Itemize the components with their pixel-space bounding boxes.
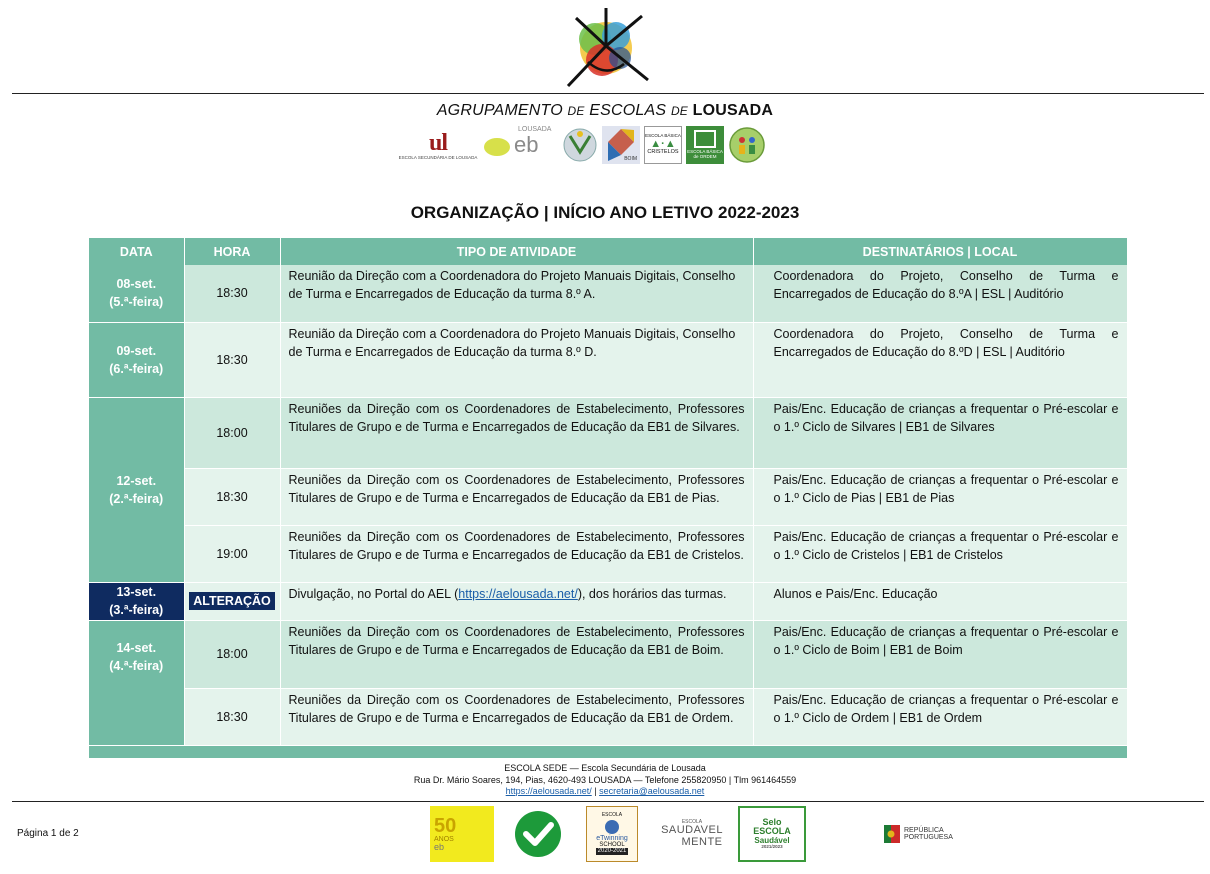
escola-saudavel-mente-logo: ESCOLA SAUDAVEL MENTE — [661, 818, 723, 848]
destination-cell: Alunos e Pais/Enc. Educação — [753, 582, 1127, 620]
time-cell: 18:30 — [184, 265, 280, 322]
time-cell: 18:30 — [184, 322, 280, 397]
schedule-table — [89, 238, 1128, 759]
selo-escola-saudavel-logo: Selo ESCOLA Saudável 2021/2023 — [738, 806, 806, 862]
header-divider — [12, 93, 1204, 94]
time-cell: 18:30 — [184, 468, 280, 525]
header-destinatarios: DESTINATÁRIOS | LOCAL — [753, 238, 1127, 265]
time-cell: 19:00 — [184, 525, 280, 582]
agrupamento-emblem-logo — [558, 6, 654, 90]
aelousada-link[interactable]: https://aelousada.net/ — [458, 586, 578, 601]
activity-cell: Reuniões da Direção com os Coordenadores de Estabelecimento, Professores Titulares de Grupo e de Turma e Encarregados de Educação da EB1 de Ordem. — [280, 688, 753, 745]
alteracao-badge: ALTERAÇÃO — [189, 592, 275, 610]
header-data: DATA — [89, 238, 184, 265]
table-row — [89, 620, 1127, 688]
document-title: ORGANIZAÇÃO | INÍCIO ANO LETIVO 2022-2023 — [410, 203, 800, 222]
table-row — [89, 468, 1127, 525]
page-number: Página 1 de 2 — [17, 828, 79, 839]
header-atividade: TIPO DE ATIVIDADE — [280, 238, 753, 265]
republica-portuguesa-logo: REPÚBLICA PORTUGUESA — [884, 806, 964, 862]
date-cell: 14-set. (4.ª-feira) — [89, 620, 184, 745]
date-cell: 13-set. (3.ª-feira) — [89, 582, 184, 620]
eb-lousada-logo: LOUSADA eb — [484, 126, 558, 164]
portugal-flag-icon — [884, 823, 900, 845]
table-header-row — [89, 238, 1127, 265]
50-anos-logo: 50 ANOS eb — [430, 806, 494, 862]
time-cell — [184, 582, 280, 620]
destination-cell: Pais/Enc. Educação de crianças a frequentar o Pré-escolar e o 1.º Ciclo de Pias | EB1 de Pias — [753, 468, 1127, 525]
destination-cell: Pais/Enc. Educação de crianças a frequentar o Pré-escolar e o 1.º Ciclo de Cristelos | EB1 de Cristelos — [753, 525, 1127, 582]
destination-cell: Pais/Enc. Educação de crianças a frequentar o Pré-escolar e o 1.º Ciclo de Ordem | EB1 de Ordem — [753, 688, 1127, 745]
table-row — [89, 322, 1127, 397]
eb-silvares-logo — [562, 126, 598, 164]
date-cell: 12-set. (2.ª-feira) — [89, 397, 184, 582]
table-row — [89, 265, 1127, 322]
table-row — [89, 525, 1127, 582]
time-cell: 18:30 — [184, 688, 280, 745]
activity-cell: Divulgação, no Portal do AEL (https://aelousada.net/), dos horários das turmas. — [280, 582, 753, 620]
activity-cell: Reunião da Direção com a Coordenadora do Projeto Manuais Digitais, Conselho de Turma e Encarregados de Educação da turma 8.º A. — [280, 265, 753, 322]
destination-cell: Coordenadora do Projeto, Conselho de Turma e Encarregados de Educação do 8.ºA | ESL | Auditório — [753, 265, 1127, 322]
activity-cell: Reuniões da Direção com os Coordenadores de Estabelecimento, Professores Titulares de Grupo e de Turma e Encarregados de Educação da EB1 de Pias. — [280, 468, 753, 525]
footer-divider — [12, 801, 1204, 802]
eb-cristelos-logo: ESCOLA BÁSICA ▲·▲ CRISTELOS — [644, 126, 682, 164]
date-cell: 08-set. (5.ª-feira) — [89, 265, 184, 322]
activity-cell: Reuniões da Direção com os Coordenadores de Estabelecimento, Professores Titulares de Grupo e de Turma e Encarregados de Educação da EB1 de Silvares. — [280, 397, 753, 468]
eb-pias-logo — [728, 126, 766, 164]
esl-logo: ul ESCOLA SECUNDÁRIA DE LOUSADA — [398, 129, 478, 160]
eb-ordem-logo: ESCOLA BÁSICA de ORDEM — [686, 126, 724, 164]
eb-boim-logo: BOIM — [602, 126, 640, 164]
activity-cell: Reuniões da Direção com os Coordenadores de Estabelecimento, Professores Titulares de Grupo e de Turma e Encarregados de Educação da EB1 de Boim. — [280, 620, 753, 688]
etwinning-school-logo: ESCOLA eTwinning SCHOOL 2020-2021 — [586, 806, 638, 862]
footer-line2: Rua Dr. Mário Soares, 194, Pias, 4620-493 LOUSADA — Telefone 255820950 | Tlm 961464559 — [413, 774, 797, 785]
school-logos-row — [396, 122, 766, 164]
table-row — [89, 582, 1127, 620]
table-row — [89, 397, 1127, 468]
destination-cell: Coordenadora do Projeto, Conselho de Turma e Encarregados de Educação do 8.ºD | ESL | Auditório — [753, 322, 1127, 397]
time-cell: 18:00 — [184, 620, 280, 688]
activity-cell: Reuniões da Direção com os Coordenadores de Estabelecimento, Professores Titulares de Grupo e de Turma e Encarregados de Educação da EB1 de Cristelos. — [280, 525, 753, 582]
activity-cell: Reunião da Direção com a Coordenadora do Projeto Manuais Digitais, Conselho de Turma e Encarregados de Educação da turma 8.º D. — [280, 322, 753, 397]
date-cell: 09-set. (6.ª-feira) — [89, 322, 184, 397]
destination-cell: Pais/Enc. Educação de crianças a frequentar o Pré-escolar e o 1.º Ciclo de Silvares | EB1 de Silvares — [753, 397, 1127, 468]
header-hora: HORA — [184, 238, 280, 265]
destination-cell: Pais/Enc. Educação de crianças a frequentar o Pré-escolar e o 1.º Ciclo de Boim | EB1 de Boim — [753, 620, 1127, 688]
table-row — [89, 688, 1127, 745]
time-cell: 18:00 — [184, 397, 280, 468]
checkmark-badge-icon — [513, 806, 563, 862]
school-name: AGRUPAMENTO DE ESCOLAS DE LOUSADA — [436, 102, 774, 119]
footer-line1: ESCOLA SEDE — Escola Secundária de Lousada — [504, 763, 706, 773]
footer-website-link[interactable]: https://aelousada.net/ — [505, 786, 592, 796]
footer-address: ESCOLA SEDE — Escola Secundária de Lousada Rua Dr. Mário Soares, 194, Pias, 4620-493 LOUSADA — Telefone 255820950 | Tlm 961464559 https://aelousada.net/ | secretaria@aelousada.net — [0, 763, 1210, 798]
table-footer-band — [89, 745, 1127, 758]
footer-email-link[interactable]: secretaria@aelousada.net — [599, 786, 705, 796]
